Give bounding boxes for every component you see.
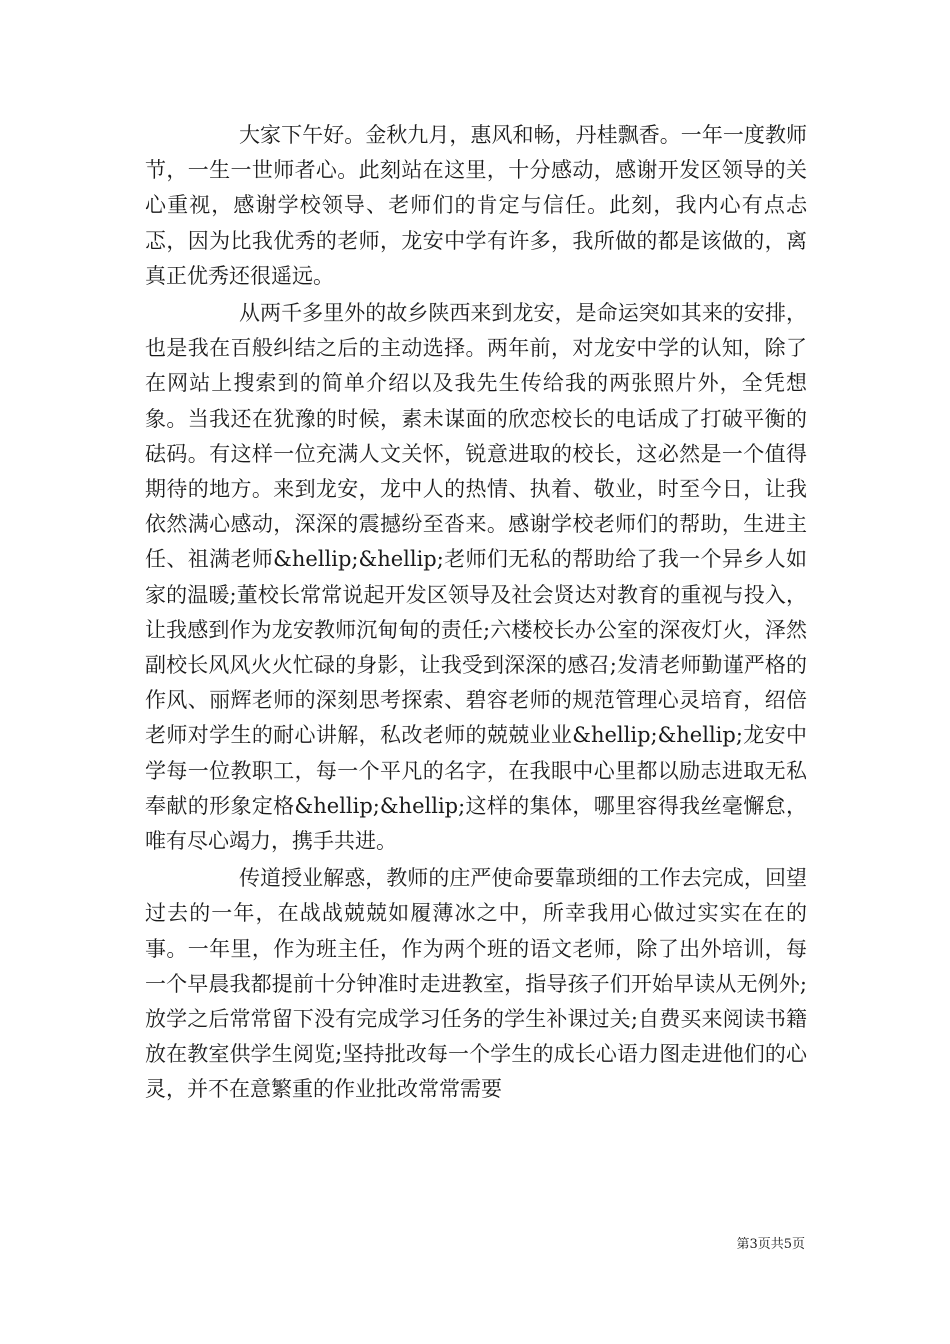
page-number-footer: 第3页共5页: [736, 1237, 805, 1252]
paragraph-greeting: 大家下午好。金秋九月，惠风和畅，丹桂飘香。一年一度教师节，一生一世师者心。此刻站在这里，十分感动，感谢开发区领导的关心重视，感谢学校领导、老师们的肯定与信任。此刻，我内心有点忐忑，因为比我优秀的老师，龙安中学有许多，我所做的都是该做的，离真正优秀还很遥远。: [145, 123, 807, 288]
paragraph-teaching-work: 传道授业解惑，教师的庄严使命要靠琐细的工作去完成，回望过去的一年，在战战兢兢如履薄冰之中，所幸我用心做过实实在在的事。一年里，作为班主任，作为两个班的语文老师，除了出外培训，每一个早晨我都提前十分钟准时走进教室，指导孩子们开始早读从无例外;放学之后常常留下没有完成学习任务的学生补课过关;自费买来阅读书籍放在教室供学生阅览;坚持批改每一个学生的成长心语力图走进他们的心灵，并不在意繁重的作业批改常常需要: [145, 866, 807, 1102]
document-body: [145, 118, 807, 1110]
paragraph-coming-to-longan: 从两千多里外的故乡陕西来到龙安，是命运突如其来的安排，也是我在百般纠结之后的主动选择。两年前，对龙安中学的认知，除了在网站上搜索到的简单介绍以及我先生传给我的两张照片外，全凭想象。当我还在犹豫的时候，素未谋面的欣恋校长的电话成了打破平衡的砝码。有这样一位充满人文关怀，锐意进取的校长，这必然是一个值得期待的地方。来到龙安，龙中人的热情、执着、敬业，时至今日，让我依然满心感动，深深的震撼纷至沓来。感谢学校老师们的帮助，生进主任、祖满老师&hellip;&hellip;老师们无私的帮助给了我一个异乡人如家的温暖;董校长常常说起开发区领导及社会贤达对教育的重视与投入，让我感到作为龙安教师沉甸甸的责任;六楼校长办公室的深夜灯火，泽然副校长风风火火忙碌的身影，让我受到深深的感召;发清老师勤谨严格的作风、丽辉老师的深刻思考探索、碧容老师的规范管理心灵培育，绍倍老师对学生的耐心讲解，私改老师的兢兢业业&hellip;&hellip;龙安中学每一位教职工，每一个平凡的名字，在我眼中心里都以励志进取无私奉献的形象定格&hellip;&hellip;这样的集体，哪里容得我丝毫懈怠，唯有尽心竭力，携手共进。: [145, 301, 807, 854]
